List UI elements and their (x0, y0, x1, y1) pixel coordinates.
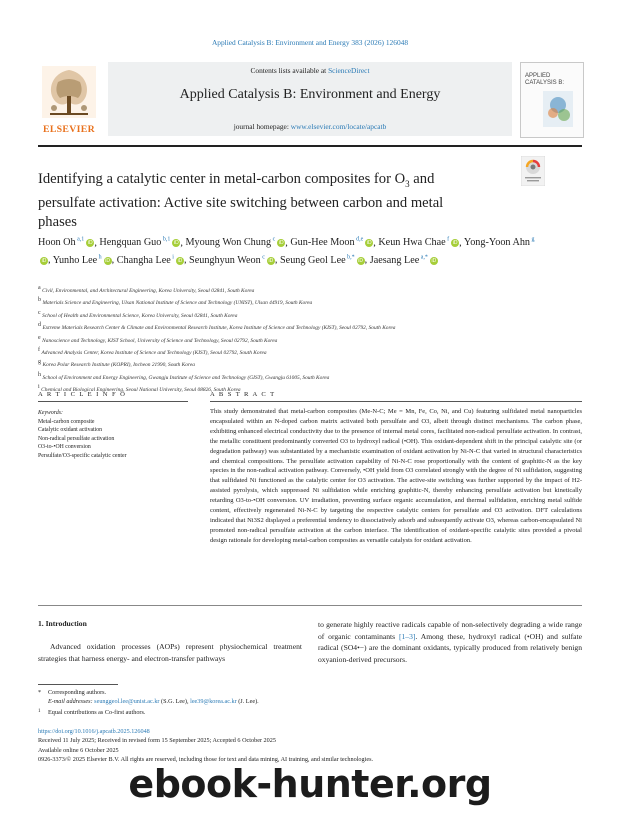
footnote-mark-1: 1 (38, 708, 41, 714)
publisher-wordmark: ELSEVIER (43, 124, 95, 135)
email-2-author: (J. Lee). (236, 698, 259, 706)
keywords-label: Keywords: (38, 410, 63, 416)
abstract-heading: A B S T R A C T (210, 391, 276, 398)
keyword-item: Catalytic oxidant activation (38, 427, 103, 434)
email-1-author: (S.G. Lee), (159, 698, 191, 706)
affiliation-mark: i (38, 384, 42, 391)
article-history (38, 727, 578, 765)
orcid-icon[interactable]: iD (268, 257, 274, 264)
author-entry (185, 237, 285, 248)
author-affiliation-mark[interactable]: i (170, 254, 174, 261)
affiliation-list (38, 284, 578, 396)
author-affiliation-mark[interactable]: a,1 (75, 237, 85, 243)
author-entry (117, 255, 184, 266)
orcid-icon[interactable]: iD (278, 240, 284, 247)
author-name[interactable]: Hengquan Guo (99, 237, 162, 249)
affiliation-text: Korea Polar Research Institute (KOPRI), Incheon 21990, South Korea (42, 362, 195, 369)
author-affiliation-mark[interactable]: f (445, 237, 450, 243)
introduction-column-2 (318, 619, 582, 665)
affiliation-item (38, 296, 578, 308)
affiliation-text: Chemical and Biological Engineering, Seoul National University, Seoul 08826, South Korea (41, 386, 241, 393)
intro-text-a: to generate highly reactive radicals capable of non-selectively degrading a wide range of organic contaminants (318, 620, 582, 641)
abstract-text: This study demonstrated that metal-carbon composites (Me-N-C; Me = Mn, Fe, Co, Ni, and Cu) featuring sulfidated metal nanoparticles encapsulated within an N-doped carbon matrix activated both persulfate and O3, albeit through distinct mechanisms. The carbon phase, exhibiting enhanced electrical conductivity due to the presence of internal metal cores, facilitated non-radical persulfate activation. In contrast, the metallic constituent predominantly converted O3 to hydroxyl radical (•OH). This oxidant-dependent shift in the principal catalytic site (or degradation pathway) was substantiated by a mechanistic examination of oxidant activation by Ni-N-C that varied in structural characteristics and chemical compositions. The persulfate activation capability of Ni-N-C rose proportionally with the content of graphitic-N as the key species in the non-radical activation pathway. Conversely, •OH yield from O3 correlated strongly with the degree of Ni sulfidation, suggesting that sulfidated Ni functioned as the catalytic center for O3 activation. The active-site switching was further supported by the impact of H2-assisted pyrolysis, which suppressed Ni sulfidation while enriching graphitic-N, thereby enhancing persulfate activation but kinetically retarding O3-to-•OH conversion. UV irradiation, preventing surface organic accumulation, and thermal sulfidation, enriching metal sulfide content, effectively regenerated Ni-N-C by targeting the respective catalytic centers for persulfate and O3 activation. DFT calculations indicated that Ni3S2 displayed a preferential tendency to dissociatively adsorb and subsequently activate O3, whereas carbon-encapsulated Ni promoted non-radical persulfate activation at the carbon interface. The identification of oxidant-specific catalytic sites provided a pivotal design rationale for developing metal-carbon composites as versatile catalysts for oxidant activation. (210, 408, 582, 544)
author-affiliation-mark[interactable]: g (530, 237, 535, 243)
reference-link[interactable]: [1–3] (398, 631, 416, 641)
footnote-corresponding (38, 688, 458, 697)
affiliation-item (38, 309, 578, 321)
introduction-column-1: Advanced oxidation processes (AOPs) represent physiochemical treatment strategies that harness energy- and electron-transfer pathways (38, 642, 302, 663)
title-subscript: 3 (405, 178, 410, 189)
orcid-icon[interactable]: iD (105, 257, 110, 264)
affiliation-mark: h (38, 371, 43, 378)
affiliation-mark: a (38, 285, 43, 291)
keywords-block (38, 409, 188, 461)
author-name[interactable]: Keun Hwa Chae (378, 237, 446, 249)
affiliation-mark: f (38, 346, 42, 353)
orcid-icon[interactable]: iD (174, 240, 179, 247)
affiliation-text: Materials Science and Engineering, Ulsan National Institute of Science and Technology (UNIST), Ulsan 44919, South Korea (42, 300, 313, 307)
article-info-heading: A R T I C L E I N F O (38, 391, 127, 398)
watermark-text: ebook-hunter.org (128, 762, 492, 806)
orcid-icon[interactable]: iD (358, 257, 364, 264)
email-link-2[interactable]: lee39@korea.ac.kr (190, 698, 237, 706)
abstract-rule (210, 401, 582, 402)
affiliation-text: Advanced Analysis Center, Korea Institute of Science and Technology (KIST), Seoul 02792, South Korea (41, 349, 267, 356)
corresponding-text: Corresponding authors. (48, 689, 107, 696)
affiliation-mark: d (38, 322, 43, 329)
orcid-icon[interactable]: iD (177, 257, 183, 264)
available-online: Available online 6 October 2025 (38, 746, 119, 754)
affiliation-item (38, 284, 578, 296)
cover-title: APPLIED CATALYSIS B: (525, 73, 565, 86)
author-entry (290, 237, 373, 248)
affiliation-mark: b (38, 297, 43, 304)
author-entry (99, 237, 180, 248)
author-name[interactable]: Changha Lee (116, 254, 171, 266)
author-affiliation-mark[interactable]: c (271, 237, 276, 243)
cover-artwork (543, 91, 573, 127)
affiliation-mark: g (38, 359, 43, 366)
author-entry (38, 237, 94, 248)
introduction-heading: 1. Introduction (38, 619, 87, 628)
body-divider (38, 605, 582, 606)
affiliation-item (38, 371, 578, 383)
affiliation-item (38, 321, 578, 333)
author-name[interactable]: Myoung Won Chung (185, 237, 272, 249)
affiliation-item (38, 334, 578, 346)
keyword-item: Metal-carbon composite (38, 418, 95, 425)
title-part-2: and persulfate activation: Active site switching between carbon and metal phases (38, 171, 444, 230)
affiliation-text: Nanoscience and Technology, KIST School, University of Science and Technology, Seoul 02792, South Korea (42, 337, 278, 344)
affiliation-mark: c (38, 309, 43, 316)
author-affiliation-mark[interactable]: a,* (419, 254, 428, 261)
asterisk-mark: * (38, 689, 42, 696)
author-affiliation-mark[interactable]: b,* (345, 254, 355, 261)
author-entry (189, 255, 275, 266)
keyword-item: Persulfate/O3-specific catalytic center (38, 452, 127, 459)
masthead-rule (38, 145, 582, 147)
affiliation-text: Civil, Environmental, and Architectural Engineering, Korea University, Seoul 02841, South Korea (42, 287, 255, 294)
journal-title: Applied Catalysis B: Environment and Energy (179, 87, 441, 102)
check-updates-icon (521, 156, 545, 186)
footnote-rule (38, 684, 118, 685)
author-name[interactable]: Seung Geol Lee (280, 254, 346, 266)
author-name[interactable]: Jaesang Lee (369, 254, 420, 266)
author-name[interactable]: Seunghyun Weon (189, 254, 261, 266)
intro-text-b: . Among these, hydroxyl radical (•OH) and sulfate radical (SO4•−) are the dominant oxidants, typically produced from relatively benign oxyanion-derived precursors. (318, 631, 582, 664)
check-for-updates-button[interactable] (521, 156, 545, 186)
title-part-1: Identifying a catalytic center in metal-carbon composites for O (38, 171, 406, 187)
orcid-icon[interactable]: iD (452, 240, 458, 247)
contents-line (108, 66, 512, 75)
copyright: 0926-3373/© 2025 Elsevier B.V. All rights are reserved, including those for text and data mining, AI training, and similar technologies. (38, 756, 374, 764)
author-affiliation-mark[interactable]: c (260, 254, 265, 261)
keyword-item: O3-to-•OH conversion (38, 444, 91, 451)
keyword-list (38, 418, 188, 461)
homepage-line (108, 122, 512, 131)
doi-link[interactable]: https://doi.org/10.1016/j.apcatb.2025.126048 (38, 728, 150, 735)
keyword-item: Non-radical persulfate activation (38, 435, 115, 442)
journal-banner (108, 62, 512, 136)
journal-homepage-link[interactable]: www.elsevier.com/locate/apcatb (290, 122, 387, 131)
author-list: Hoon Oh $^{a,1}$iD , Hengquan Guo $^{b,1}$iD , Myoung Won Chung $^c$iD , Gun-Hee Moon $^{d,e}$iD , Keun Hwa Chae $^f$iD , Yong-Yoon Ahn $^g$iD , Yunho Lee $^h$iD , Changha Lee $^i$iD , Seunghyun Weon $^c$iD , Seung Geol Lee $^{b,*}$iD , Jaesang Lee $^{a,*}$iD (38, 237, 535, 266)
masthead (38, 62, 582, 140)
article-title (38, 170, 478, 232)
author-affiliation-mark[interactable]: h (97, 254, 102, 261)
received-dates: Received 11 July 2025; Received in revised form 15 September 2025; Accepted 6 October 2025 (38, 737, 276, 745)
author-name[interactable]: Yunho Lee (52, 254, 98, 266)
affiliation-text: Extreme Materials Research Center & Climate and Environmental Research Institute, Korea Institute of Science and Technology (KIST), Seoul 02792, South Korea (42, 324, 396, 331)
orcid-icon[interactable]: iD (87, 240, 93, 247)
homepage-prefix: journal homepage: (233, 122, 291, 131)
orcid-icon[interactable]: iD (366, 240, 372, 247)
orcid-icon[interactable]: iD (41, 257, 47, 264)
author-affiliation-mark[interactable]: d,e (354, 237, 364, 243)
sciencedirect-link[interactable]: ScienceDirect (328, 66, 370, 75)
author-entry (378, 237, 459, 248)
author-entry (53, 255, 112, 266)
footnote-emails (38, 697, 458, 706)
article-info-rule (38, 401, 188, 402)
affiliation-mark: e (38, 334, 43, 341)
contents-prefix: Contents lists available at (250, 66, 329, 75)
email-label: E-mail addresses: (48, 698, 95, 706)
affiliation-item (38, 358, 578, 370)
footnote-equal (38, 707, 458, 717)
affiliation-text: School of Environment and Energy Engineering, Gwangju Institute of Science and Technology (GIST), Gwangju 61005, South Korea (42, 374, 330, 381)
journal-cover-thumbnail[interactable] (520, 62, 584, 138)
author-name[interactable]: Gun-Hee Moon (290, 237, 355, 249)
orcid-icon[interactable]: iD (431, 257, 437, 264)
affiliation-text: School of Health and Environmental Science, Korea University, Seoul 02841, South Korea (42, 312, 238, 319)
author-entry (370, 255, 438, 266)
author-affiliation-mark[interactable]: b,1 (161, 237, 171, 243)
footnotes (38, 688, 458, 717)
author-name[interactable]: Yong-Yoon Ahn (463, 237, 531, 249)
author-name[interactable]: Hoon Oh (38, 237, 76, 249)
journal-reference-link[interactable]: Applied Catalysis B: Environment and Energy 383 (2026) 126048 (211, 38, 409, 47)
email-link-1[interactable]: seunggeol.lee@unist.ac.kr (94, 698, 160, 706)
affiliation-item (38, 346, 578, 358)
equal-contribution-text: Equal contributions as Co-first authors. (48, 708, 146, 716)
author-entry (280, 255, 365, 266)
